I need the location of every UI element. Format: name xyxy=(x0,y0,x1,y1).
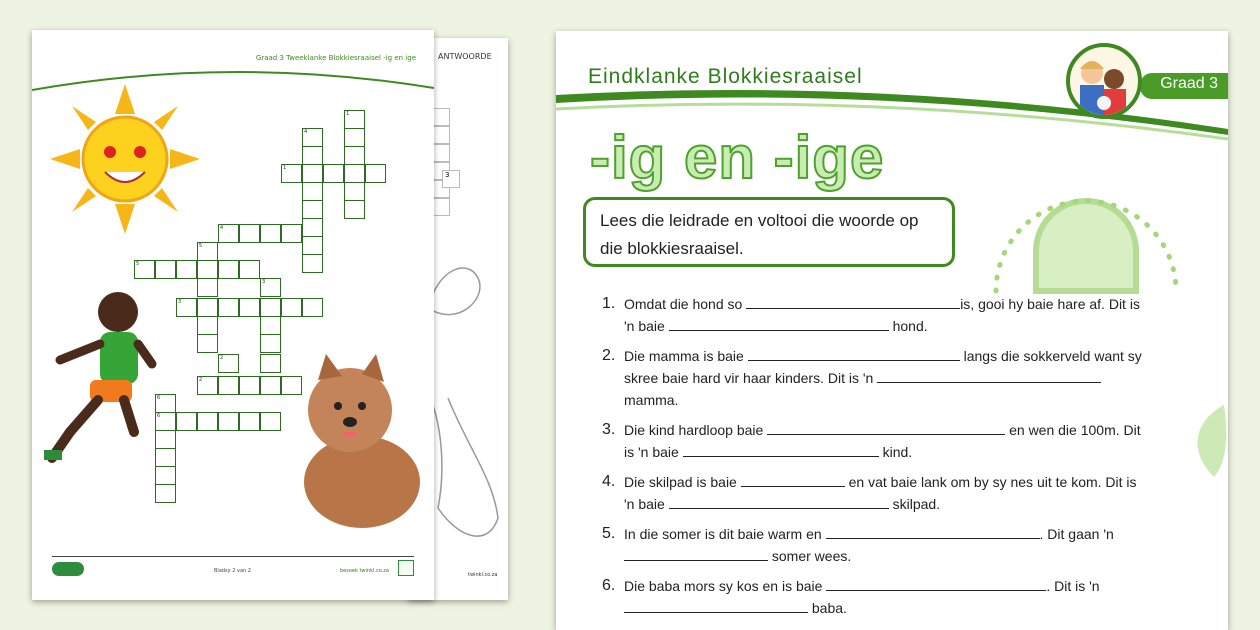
answer-blank[interactable] xyxy=(767,421,1005,435)
crossword-cell[interactable] xyxy=(302,200,323,219)
crossword-cell[interactable] xyxy=(323,164,344,183)
crossword-cell[interactable] xyxy=(260,412,281,431)
dog-illustration xyxy=(292,352,432,532)
answer-blank[interactable] xyxy=(877,369,1101,383)
crossword-cell[interactable]: 1 xyxy=(281,164,302,183)
question-item xyxy=(602,471,1182,515)
question-text: . Dit is 'n xyxy=(1046,578,1100,594)
question-text: Die skilpad is baie xyxy=(624,474,737,490)
leaf-decoration xyxy=(1184,401,1228,481)
question-text: mamma. xyxy=(624,392,679,408)
worksheet-page xyxy=(556,31,1228,630)
crossword-cell[interactable] xyxy=(302,236,323,255)
question-number: 1. xyxy=(602,295,616,312)
question-item xyxy=(602,419,1182,463)
crossword-cell[interactable] xyxy=(344,182,365,201)
question-item xyxy=(602,523,1182,567)
answer-blank[interactable] xyxy=(669,317,889,331)
question-text: Omdat die hond so xyxy=(624,296,743,312)
crossword-cell[interactable] xyxy=(239,260,260,279)
footer-page-number: Bladsy 2 van 2 xyxy=(214,568,251,574)
children-avatar xyxy=(1066,43,1142,119)
crossword-cell[interactable] xyxy=(197,316,218,335)
question-text: kind. xyxy=(882,444,913,460)
crossword-cell[interactable] xyxy=(260,354,281,373)
crossword-cell[interactable] xyxy=(365,164,386,183)
crossword-cell[interactable] xyxy=(197,260,218,279)
twinkl-logo xyxy=(52,562,84,576)
question-text: skree baie hard vir haar kinders. Dit is 'n xyxy=(624,370,874,386)
crossword-cell[interactable] xyxy=(155,484,176,503)
question-text: 'n baie xyxy=(624,318,665,334)
crossword-cell[interactable]: 6 xyxy=(155,394,176,413)
question-text: Die mamma is baie xyxy=(624,348,744,364)
question-number: 3. xyxy=(602,421,616,438)
question-text: somer wees. xyxy=(771,548,852,564)
crossword-cell[interactable] xyxy=(239,376,260,395)
answer-page-title: ANTWOORDE xyxy=(438,52,492,61)
crossword-cell[interactable] xyxy=(239,224,260,243)
question-number: 4. xyxy=(602,473,616,490)
crossword-page-title: Graad 3 Tweeklanke Blokkiesraaisel -ig en ige xyxy=(255,54,416,62)
running-boy-illustration xyxy=(40,282,160,472)
crossword-cell[interactable] xyxy=(302,298,323,317)
question-item xyxy=(602,293,1182,337)
crossword-cell[interactable] xyxy=(239,412,260,431)
worksheet-header-title: Eindklanke Blokkiesraaisel xyxy=(588,65,863,88)
crossword-cell[interactable] xyxy=(260,334,281,353)
instruction-box: Lees die leidrade en voltooi die woorde op die blokkiesraaisel. xyxy=(583,197,955,267)
question-text: In die somer is dit baie warm en xyxy=(624,526,822,542)
answer-blank[interactable] xyxy=(624,599,808,613)
question-text: hond. xyxy=(892,318,928,334)
question-number: 2. xyxy=(602,347,616,364)
crossword-cell[interactable] xyxy=(218,376,239,395)
crossword-cell[interactable] xyxy=(260,316,281,335)
crossword-cell[interactable]: 1 xyxy=(344,110,365,129)
crossword-cell[interactable] xyxy=(218,412,239,431)
question-item xyxy=(602,345,1182,411)
crossword-cell[interactable]: 2 xyxy=(218,354,239,373)
crossword-cell[interactable] xyxy=(302,164,323,183)
crossword-cell[interactable] xyxy=(260,224,281,243)
answer-blank[interactable] xyxy=(624,547,768,561)
crossword-cell[interactable] xyxy=(344,146,365,165)
crossword-cell[interactable] xyxy=(344,200,365,219)
crossword-cell[interactable] xyxy=(260,298,281,317)
answer-blank[interactable] xyxy=(748,347,960,361)
crossword-cell[interactable] xyxy=(155,260,176,279)
question-text: en wen die 100m. Dit xyxy=(1009,422,1141,438)
crossword-cell[interactable] xyxy=(281,298,302,317)
question-text: Die baba mors sy kos en is baie xyxy=(624,578,823,594)
answer-clue-number: 3 xyxy=(442,170,460,188)
answer-blank[interactable] xyxy=(669,495,889,509)
question-text: is 'n baie xyxy=(624,444,679,460)
question-text: baba. xyxy=(811,600,847,616)
crossword-page xyxy=(32,30,434,600)
question-text: is, gooi hy baie hare af. Dit is xyxy=(960,296,1140,312)
twinkl-badge-icon xyxy=(398,560,414,576)
crossword-cell[interactable] xyxy=(302,254,323,273)
question-list xyxy=(602,293,1182,627)
grade-label: Graad 3 xyxy=(1160,75,1218,92)
crossword-cell[interactable] xyxy=(197,334,218,353)
crossword-cell[interactable]: 3 xyxy=(260,278,281,297)
answer-blank[interactable] xyxy=(683,443,879,457)
answer-footer-url: twinkl.co.za xyxy=(468,572,498,578)
question-text: en vat baie lank om by sy nes uit te kom. Dit is xyxy=(848,474,1137,490)
crossword-cell[interactable] xyxy=(302,218,323,237)
crossword-cell[interactable]: 5 xyxy=(197,242,218,261)
question-text: . Dit gaan 'n xyxy=(1039,526,1114,542)
crossword-cell[interactable] xyxy=(176,260,197,279)
question-item xyxy=(602,575,1182,619)
crossword-cell[interactable] xyxy=(302,146,323,165)
crossword-cell[interactable] xyxy=(344,164,365,183)
crossword-cell[interactable]: 4 xyxy=(302,128,323,147)
crossword-cell[interactable]: 4 xyxy=(218,224,239,243)
sun-illustration xyxy=(50,84,200,234)
footer-divider xyxy=(52,556,414,557)
crossword-cell[interactable] xyxy=(239,298,260,317)
footer-url: besoek twinkl.co.za xyxy=(340,568,389,574)
crossword-cell[interactable]: 3 xyxy=(176,298,197,317)
crossword-cell[interactable] xyxy=(197,412,218,431)
question-number: 6. xyxy=(602,577,616,594)
crossword-cell[interactable]: 6 xyxy=(155,412,176,431)
answer-blank[interactable] xyxy=(746,295,960,309)
rainbow-decoration xyxy=(986,161,1186,301)
crossword-cell[interactable] xyxy=(260,376,281,395)
main-title: -ig en -ige xyxy=(590,124,885,191)
question-text: skilpad. xyxy=(892,496,941,512)
crossword-cell[interactable] xyxy=(176,412,197,431)
crossword-cell[interactable] xyxy=(218,260,239,279)
answer-blank[interactable] xyxy=(826,577,1046,591)
crossword-cell[interactable]: 2 xyxy=(197,376,218,395)
children-avatar-illustration xyxy=(1070,47,1138,115)
answer-blank[interactable] xyxy=(741,473,845,487)
crossword-cell[interactable] xyxy=(197,298,218,317)
question-text: Die kind hardloop baie xyxy=(624,422,764,438)
question-number: 5. xyxy=(602,525,616,542)
crossword-cell[interactable] xyxy=(197,278,218,297)
crossword-cell[interactable] xyxy=(281,224,302,243)
question-text: langs die sokkerveld want sy xyxy=(963,348,1142,364)
answer-blank[interactable] xyxy=(826,525,1040,539)
crossword-cell[interactable] xyxy=(218,298,239,317)
crossword-cell[interactable] xyxy=(302,182,323,201)
crossword-cell[interactable] xyxy=(344,128,365,147)
question-text: 'n baie xyxy=(624,496,665,512)
crossword-cell[interactable]: 5 xyxy=(134,260,155,279)
